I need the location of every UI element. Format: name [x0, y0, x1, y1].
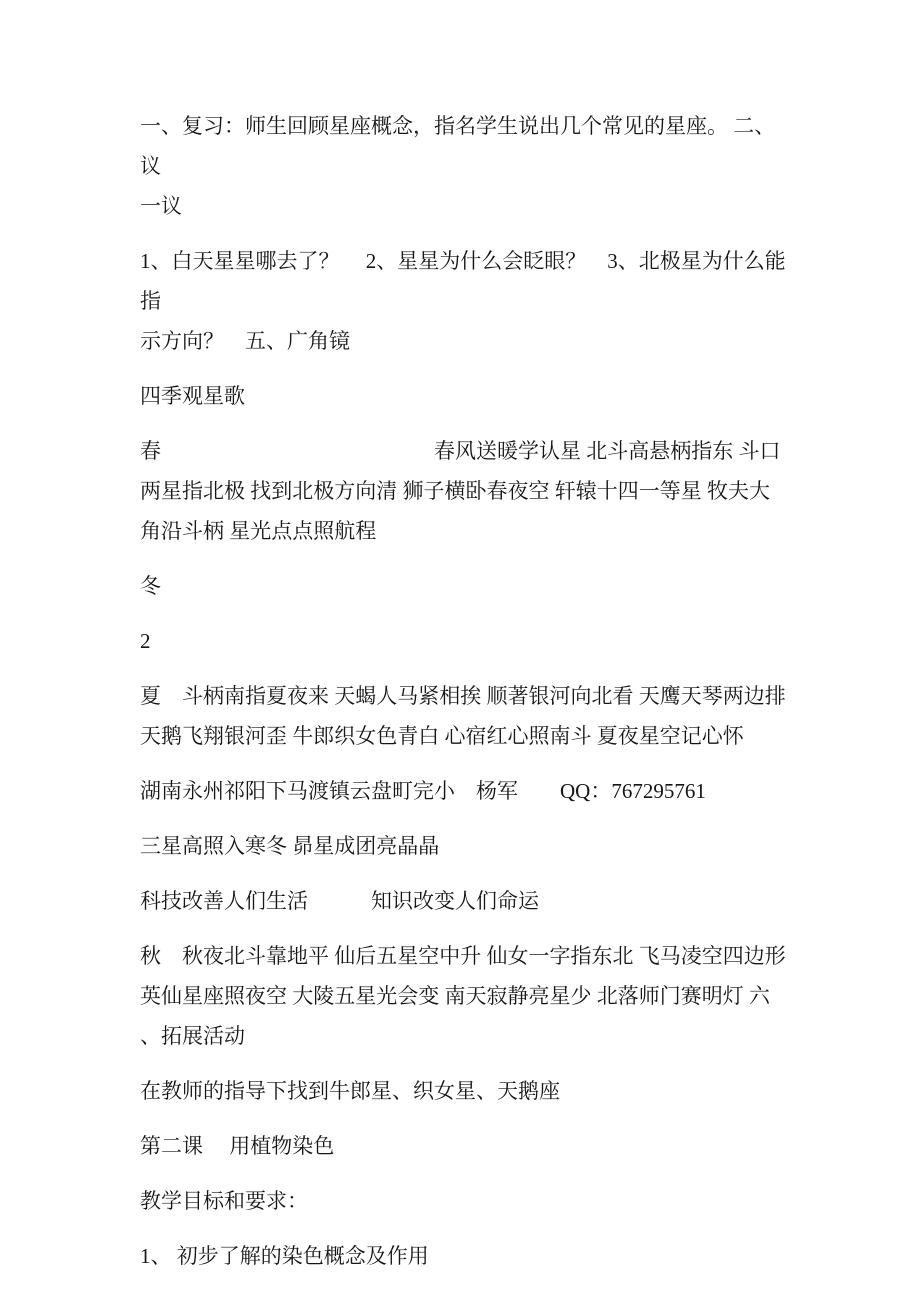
- text-line: 英仙星座照夜空 大陵五星光会变 南天寂静亮星少 北落师门赛明灯 六: [140, 984, 770, 1008]
- text-line: 春 春风送暖学认星 北斗高悬柄指东 斗口: [140, 439, 781, 463]
- text-line: 一、复习：师生回顾星座概念，指名学生说出几个常见的星座。 二、议: [140, 114, 776, 178]
- paragraph: [140, 566, 794, 606]
- text-line: 冬: [140, 574, 161, 598]
- text-line: 在教师的指导下找到牛郎星、织女星、天鹅座: [140, 1079, 560, 1103]
- text-line: 2: [140, 629, 151, 653]
- text-line: 秋 秋夜北斗靠地平 仙后五星空中升 仙女一字指东北 飞马凌空四边形: [140, 944, 786, 968]
- paragraph: [140, 241, 794, 361]
- text-line: 、拓展活动: [140, 1024, 245, 1048]
- author-info-line: [140, 771, 794, 811]
- text-line: 夏 斗柄南指夏夜来 天蝎人马紧相挨 顺著银河向北看 天鹰天琴两边排: [140, 684, 786, 708]
- text-line: 科技改善人们生活 知识改变人们命运: [140, 889, 539, 913]
- paragraph: [140, 431, 794, 551]
- paragraph: [140, 881, 794, 921]
- text-line: 湖南永州祁阳下马渡镇云盘町完小 杨军 QQ：767295761: [140, 779, 706, 803]
- paragraph: [140, 936, 794, 1056]
- page-number-text: [140, 621, 794, 661]
- text-line: 1、 初步了解的染色概念及作用: [140, 1244, 429, 1268]
- text-line: 第二课 用植物染色: [140, 1134, 335, 1158]
- paragraph: [140, 1071, 794, 1111]
- text-line: 教学目标和要求：: [140, 1189, 308, 1213]
- paragraph: [140, 826, 794, 866]
- text-line: 天鹅飞翔银河歪 牛郎织女色青白 心宿红心照南斗 夏夜星空记心怀: [140, 724, 744, 748]
- text-line: 示方向？ 五、广角镜: [140, 329, 350, 353]
- paragraph: [140, 1181, 794, 1221]
- text-line: 两星指北极 找到北极方向清 狮子横卧春夜空 轩辕十四一等星 牧夫大: [140, 479, 770, 503]
- paragraph: [140, 106, 794, 226]
- lesson-title: [140, 1126, 794, 1166]
- text-line: 1、白天星星哪去了？ 2、星星为什么会眨眼？ 3、北极星为什么能指: [140, 249, 786, 313]
- paragraph: [140, 676, 794, 756]
- text-line: 三星高照入寒冬 昴星成团亮晶晶: [140, 834, 440, 858]
- text-line: 一议: [140, 194, 182, 218]
- list-item: [140, 1236, 794, 1276]
- paragraph: [140, 376, 794, 416]
- text-line: 四季观星歌: [140, 384, 245, 408]
- text-line: 角沿斗柄 星光点点照航程: [140, 519, 377, 543]
